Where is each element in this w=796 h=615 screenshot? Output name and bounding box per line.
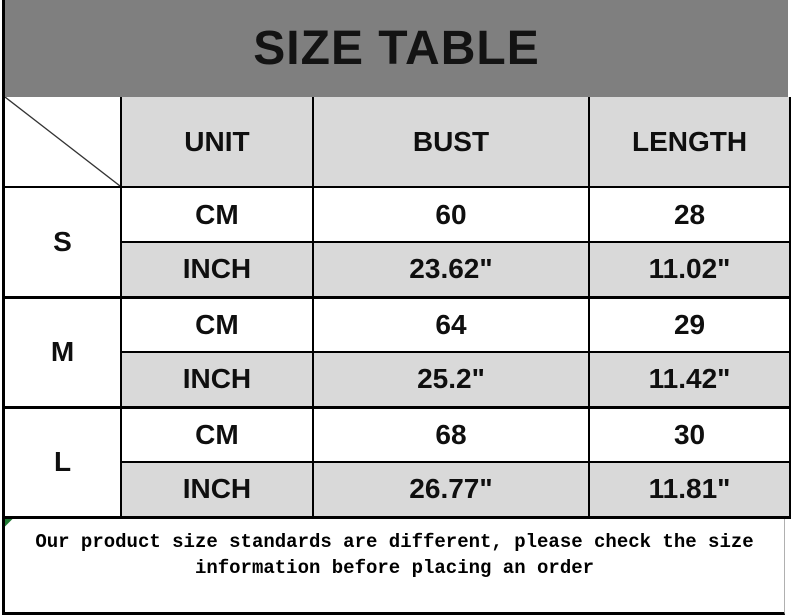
corner-diagonal-cell	[4, 97, 122, 187]
value-length-m-cm: 29	[589, 297, 790, 352]
row-header-size-l: L	[4, 407, 122, 517]
col-header-bust: BUST	[313, 97, 589, 187]
unit-label-inch: INCH	[121, 242, 313, 297]
value-bust-s-inch: 23.62"	[313, 242, 589, 297]
table-header-row	[4, 97, 791, 187]
value-length-l-cm: 30	[589, 407, 790, 462]
row-header-size-m: M	[4, 297, 122, 407]
footer-note-line-1: Our product size standards are different, please check the size	[35, 530, 754, 553]
banner	[2, 0, 788, 97]
value-length-l-inch: 11.81"	[589, 462, 790, 517]
table-row-l-inch	[4, 462, 791, 517]
value-length-s-cm: 28	[589, 187, 790, 242]
row-header-size-s: S	[4, 187, 122, 297]
unit-label-inch: INCH	[121, 352, 313, 407]
value-bust-m-inch: 25.2"	[313, 352, 589, 407]
size-table	[2, 97, 791, 519]
table-row-m-inch	[4, 352, 791, 407]
footer-note-line-2: information before placing an order	[194, 556, 595, 579]
col-header-length: LENGTH	[589, 97, 790, 187]
unit-label-cm: CM	[121, 407, 313, 462]
table-row-s-inch	[4, 242, 791, 297]
table-row-s-cm	[4, 187, 791, 242]
value-bust-l-inch: 26.77"	[313, 462, 589, 517]
value-length-s-inch: 11.02"	[589, 242, 790, 297]
value-bust-s-cm: 60	[313, 187, 589, 242]
value-length-m-inch: 11.42"	[589, 352, 790, 407]
table-row-l-cm	[4, 407, 791, 462]
page-title: SIZE TABLE	[253, 22, 540, 75]
value-bust-m-cm: 64	[313, 297, 589, 352]
unit-label-cm: CM	[121, 187, 313, 242]
value-bust-l-cm: 68	[313, 407, 589, 462]
footer-note-box	[2, 519, 785, 615]
table-row-m-cm	[4, 297, 791, 352]
col-header-unit: UNIT	[121, 97, 313, 187]
unit-label-cm: CM	[121, 297, 313, 352]
diagonal-line	[5, 97, 120, 186]
unit-label-inch: INCH	[121, 462, 313, 517]
green-corner-marker-icon	[5, 519, 13, 527]
